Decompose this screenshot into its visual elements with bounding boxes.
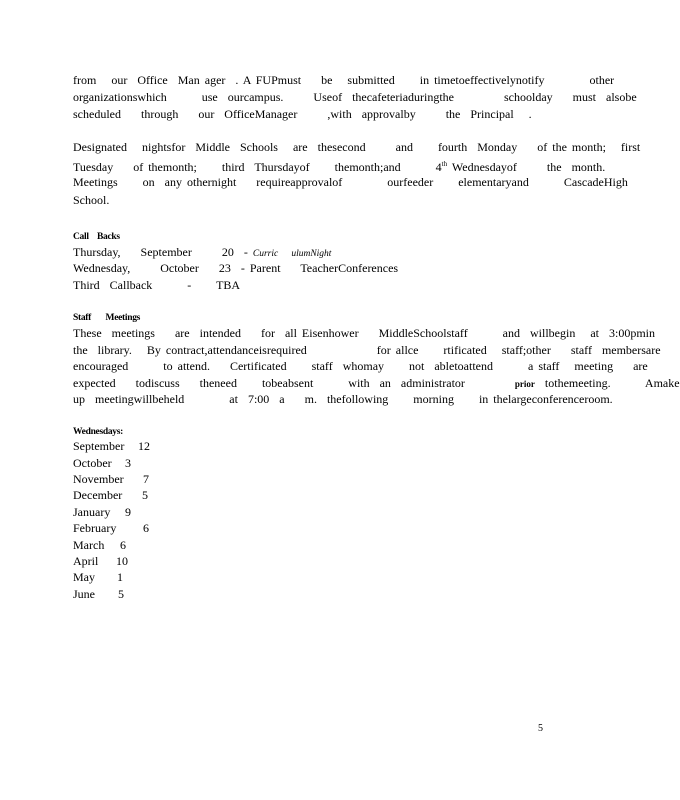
staff-meetings-heading: Staff Meetings (73, 313, 141, 323)
designated-line-4: School. (73, 193, 110, 207)
wednesday-row (73, 538, 126, 552)
staff-meetings-line-2: the library. By contract,attendanceisrequired for allce rtificated staff;other staff membersare (73, 343, 661, 357)
designated-line-2-rest: Wednesdayof the month. (447, 160, 606, 174)
wednesday-row (73, 472, 149, 486)
wednesday-row (73, 521, 149, 535)
wednesday-day: 12 (138, 439, 150, 453)
wednesday-month: October (73, 456, 112, 470)
wednesday-day: 3 (125, 456, 131, 470)
staff-meetings-line-4-text: expected todiscuss theneed tobeabsent with an administrator (73, 376, 515, 390)
wednesday-row (73, 505, 131, 519)
wednesday-month: November (73, 472, 124, 486)
wednesday-row (73, 456, 131, 470)
wednesday-month: June (73, 587, 95, 601)
wednesday-row (73, 439, 150, 453)
designated-line-3: Meetings on any othernight requireapprovalof ourfeeder elementaryand CascadeHigh (73, 175, 628, 189)
call-backs-line-2: Wednesday, October 23 - Parent TeacherConferences (73, 261, 399, 275)
designated-line-2 (73, 157, 605, 174)
staff-meetings-line-4-bold: prior (514, 379, 535, 389)
wednesday-month: March (73, 538, 105, 552)
wednesday-month: January (73, 505, 111, 519)
wednesday-month: September (73, 439, 125, 453)
page-number: 5 (538, 723, 543, 734)
wednesday-day: 6 (120, 538, 126, 552)
wednesday-row (73, 554, 128, 568)
wednesday-day: 5 (118, 587, 124, 601)
designated-line-2-superscript: th (441, 160, 448, 168)
wednesday-day: 10 (116, 554, 128, 568)
intro-line-2: organizationswhich use ourcampus. Useof thecafeteriaduringthe schoolday must alsobe (73, 90, 637, 104)
wednesday-month: April (73, 554, 99, 568)
wednesday-month: December (73, 488, 123, 502)
staff-meetings-line-3: encouraged to attend. Certificated staff whomay not abletoattend a staff meeting are (73, 359, 648, 373)
wednesday-day: 6 (143, 521, 149, 535)
designated-line-2-text: Tuesday of themonth; third Thursdayof themonth;and 4 (73, 160, 442, 174)
staff-meetings-line-4 (73, 376, 680, 391)
call-backs-line-1-italic: Curric ulumNight (252, 249, 332, 259)
wednesday-month: February (73, 521, 117, 535)
call-backs-line-1-text: Thursday, September 20 - (73, 245, 253, 259)
wednesday-day: 7 (143, 472, 149, 486)
call-backs-line-1 (73, 245, 331, 261)
wednesday-row (73, 570, 123, 584)
wednesday-day: 1 (117, 570, 123, 584)
staff-meetings-line-1: These meetings are intended for all Eisenhower MiddleSchoolstaff and willbegin at 3:00pmin (73, 326, 655, 340)
intro-line-1: from our Office Man ager . A FUPmust be submitted in timetoeffectivelynotify other (73, 73, 615, 87)
wednesday-day: 9 (125, 505, 131, 519)
call-backs-heading: Call Backs (73, 232, 120, 242)
wednesday-month: May (73, 570, 95, 584)
staff-meetings-line-5: up meetingwillbeheld at 7:00 a m. thefollowing morning in thelargeconferenceroom. (73, 392, 613, 406)
wednesday-row (73, 488, 148, 502)
intro-line-3: scheduled through our OfficeManager ,with approvalby the Principal . (73, 107, 532, 121)
staff-meetings-line-4-rest: tothemeeting. Amake (534, 376, 680, 390)
wednesday-day: 5 (142, 488, 148, 502)
designated-line-1: Designated nightsfor Middle Schools are thesecond and fourth Monday of the month; first (73, 140, 641, 154)
wednesday-row (73, 587, 124, 601)
call-backs-line-3: Third Callback - TBA (73, 278, 241, 292)
wednesdays-heading: Wednesdays: (73, 427, 124, 437)
